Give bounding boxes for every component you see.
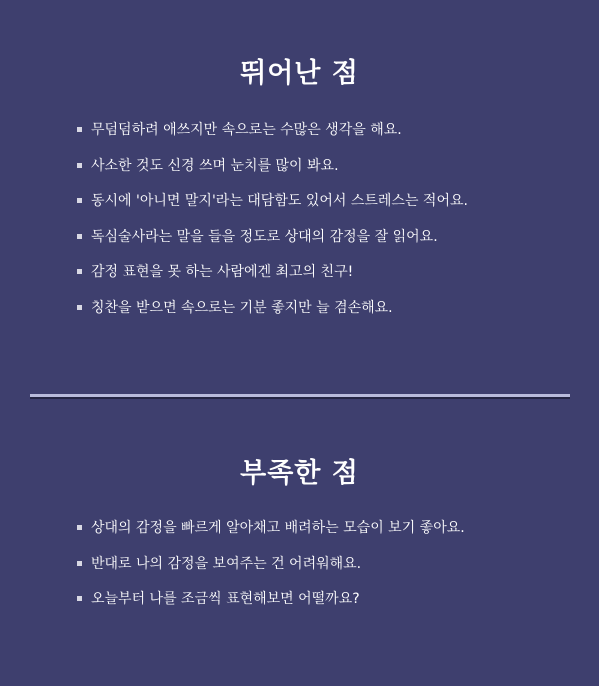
square-bullet-icon <box>77 127 82 132</box>
weaknesses-title: 부족한 점 <box>240 458 359 489</box>
strength-item <box>76 298 468 334</box>
weakness-item-text: 반대로 나의 감정을 보여주는 건 어려워해요. <box>91 555 362 572</box>
weaknesses-section <box>0 456 599 608</box>
strengths-title: 뛰어난 점 <box>240 58 359 89</box>
square-bullet-icon <box>77 596 82 601</box>
square-bullet-icon <box>77 198 82 203</box>
strengths-section <box>0 56 599 316</box>
square-bullet-icon <box>77 269 82 274</box>
square-bullet-icon <box>77 305 82 310</box>
strength-item-text: 독심술사라는 말을 들을 정도로 상대의 감정을 잘 읽어요. <box>91 228 438 245</box>
weaknesses-list <box>76 518 465 625</box>
weakness-item-text: 상대의 감정을 빠르게 알아채고 배려하는 모습이 보기 좋아요. <box>91 520 465 536</box>
square-bullet-icon <box>77 525 82 530</box>
strength-item-text: 무덤덤하려 애쓰지만 속으로는 수많은 생각을 해요. <box>91 122 402 138</box>
strength-item-text: 감정 표현을 못 하는 사람에겐 최고의 친구! <box>91 264 354 281</box>
strength-item-text: 동시에 '아니면 말지'라는 대담함도 있어서 스트레스는 적어요. <box>91 193 468 210</box>
strength-item <box>76 156 468 192</box>
strengths-list <box>76 120 468 334</box>
strength-item-text: 칭찬을 받으면 속으로는 기분 좋지만 늘 겸손해요. <box>91 299 393 316</box>
strength-item-text: 사소한 것도 신경 쓰며 눈치를 많이 봐요. <box>91 157 339 174</box>
square-bullet-icon <box>77 234 82 239</box>
strength-item <box>76 227 468 263</box>
weakness-item <box>76 554 465 590</box>
weakness-item <box>76 589 465 625</box>
weakness-item-text: 오늘부터 나를 조금씩 표현해보면 어떨까요? <box>91 591 360 608</box>
weakness-item <box>76 518 465 554</box>
section-divider <box>30 394 570 397</box>
square-bullet-icon <box>77 163 82 168</box>
strength-item <box>76 191 468 227</box>
strength-item <box>76 120 468 156</box>
square-bullet-icon <box>77 561 82 566</box>
strength-item <box>76 262 468 298</box>
